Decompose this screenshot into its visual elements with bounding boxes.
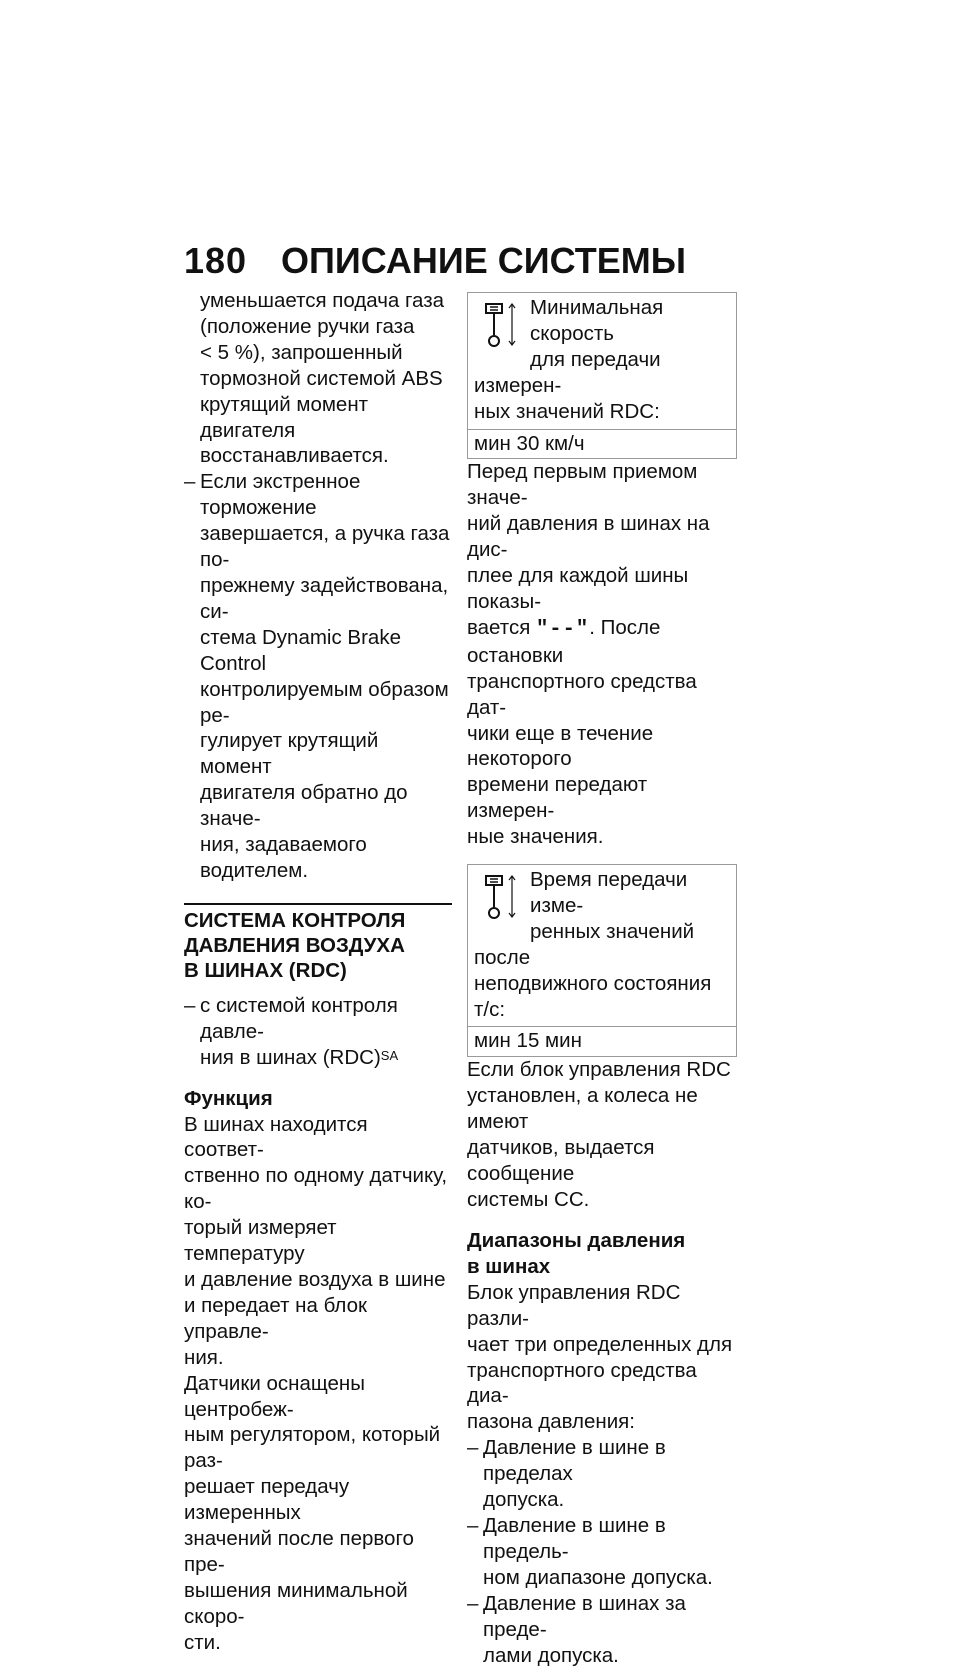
no-sensor-paragraph	[467, 1057, 737, 1212]
text-line: и передает на блок управле-	[184, 1293, 452, 1345]
tire-gauge-icon	[482, 301, 522, 349]
text-line: стема Dynamic Brake Control	[200, 625, 452, 677]
ranges-intro	[467, 1280, 737, 1435]
sensor-paragraph	[184, 1371, 452, 1656]
text-line: чает три определенных для	[467, 1332, 737, 1358]
text-line: крутящий момент двигателя	[200, 392, 452, 444]
text-line: значений после первого пре-	[184, 1526, 452, 1578]
text-line: Давление в шине в пределах	[483, 1435, 737, 1487]
bullet-dash: –	[467, 1591, 478, 1617]
text-line: Перед первым приемом значе-	[467, 459, 737, 511]
range-item	[467, 1591, 737, 1668]
display-readout: "--"	[536, 618, 589, 641]
text-line: тормозной системой ABS	[200, 366, 452, 392]
tire-gauge-icon	[482, 873, 522, 921]
option-item	[184, 993, 452, 1071]
text-line: установлен, а колеса не имеют	[467, 1083, 737, 1135]
text-line: гулирует крутящий момент	[200, 728, 452, 780]
text-line: Давление в шинах за преде-	[483, 1591, 737, 1643]
bullet-dash: –	[184, 993, 195, 1019]
spec-box-transmit-time	[467, 864, 737, 1057]
section-title	[184, 908, 452, 983]
text-line: ном диапазоне допуска.	[483, 1565, 737, 1591]
function-title: Функция	[184, 1086, 452, 1112]
text-segment: вается	[467, 616, 536, 639]
text-line: Время передачи изме-	[474, 867, 730, 919]
spec-box-value: мин 30 км/ч	[468, 429, 736, 459]
section-header: ОПИСАНИЕ СИСТЕМЫ	[281, 240, 686, 282]
text-line: ния.	[184, 1345, 452, 1371]
text-line: уменьшается подача газа	[200, 288, 452, 314]
text-line: пазона давления:	[467, 1409, 737, 1435]
text-line: транспортного средства диа-	[467, 1358, 737, 1410]
title-line: ДАВЛЕНИЯ ВОЗДУХА	[184, 933, 452, 958]
text-line: завершается, а ручка газа по-	[200, 521, 452, 573]
text-line: Датчики оснащены центробеж-	[184, 1371, 452, 1423]
text-line: ренных значений после	[474, 919, 730, 971]
text-line: (положение ручки газа	[200, 314, 452, 340]
text-line: Если блок управления RDC	[467, 1057, 737, 1083]
spec-box-value: мин 15 мин	[468, 1026, 736, 1056]
text-line: для передачи измерен-	[474, 347, 730, 399]
spec-box-min-speed	[467, 292, 737, 459]
text-line: < 5 %), запрошенный	[200, 340, 452, 366]
text-line: ний давления в шинах на дис-	[467, 511, 737, 563]
option-superscript: SA	[381, 1048, 398, 1063]
text-line: ные значения.	[467, 824, 737, 850]
text-line: ным регулятором, который раз-	[184, 1422, 452, 1474]
text-line: плее для каждой шины показы-	[467, 563, 737, 615]
text-line: и давление воздуха в шине	[184, 1267, 452, 1293]
title-line: в шинах	[467, 1254, 737, 1280]
text-line: неподвижного состояния т/с:	[474, 971, 730, 1023]
text-line: восстанавливается.	[200, 443, 452, 469]
title-line: Диапазоны давления	[467, 1228, 737, 1254]
function-paragraph	[184, 1112, 452, 1371]
range-item	[467, 1435, 737, 1513]
text-line: Блок управления RDC разли-	[467, 1280, 737, 1332]
text-line: Минимальная скорость	[474, 295, 730, 347]
text-line: ния, задаваемого водителем.	[200, 832, 452, 884]
text-line: с системой контроля давле-	[200, 993, 452, 1045]
text-line: времени передают измерен-	[467, 772, 737, 824]
text-line: Давление в шине в предель-	[483, 1513, 737, 1565]
text-line: В шинах находится соответ-	[184, 1112, 452, 1164]
spec-box-text	[468, 293, 736, 429]
text-line: транспортного средства дат-	[467, 669, 737, 721]
display-paragraph	[467, 459, 737, 850]
section-divider	[184, 903, 452, 905]
option-text: ния в шинах (RDC)	[200, 1046, 381, 1069]
page-number: 180	[184, 240, 247, 282]
range-item	[467, 1513, 737, 1591]
text-line: контролируемым образом ре-	[200, 677, 452, 729]
left-column	[184, 288, 452, 1656]
text-line: Если экстренное торможение	[200, 469, 452, 521]
bullet-dash: –	[467, 1513, 478, 1539]
text-line	[467, 615, 737, 669]
text-line	[200, 1045, 452, 1071]
text-segment: . После остановки	[467, 616, 660, 667]
bullet-dash: –	[184, 469, 195, 495]
bullet-dash: –	[467, 1435, 478, 1461]
text-line: системы CC.	[467, 1187, 737, 1213]
title-line: В ШИНАХ (RDC)	[184, 958, 452, 983]
text-line: прежнему задействована, си-	[200, 573, 452, 625]
spec-box-text	[468, 865, 736, 1026]
intro-paragraph	[184, 288, 452, 469]
text-line: решает передачу измеренных	[184, 1474, 452, 1526]
text-line: двигателя обратно до значе-	[200, 780, 452, 832]
text-line: торый измеряет температуру	[184, 1215, 452, 1267]
bullet-item	[184, 469, 452, 884]
text-line: вышения минимальной скоро-	[184, 1578, 452, 1630]
title-line: СИСТЕМА КОНТРОЛЯ	[184, 908, 452, 933]
text-line: допуска.	[483, 1487, 737, 1513]
text-line: сти.	[184, 1630, 452, 1656]
text-line: датчиков, выдается сообщение	[467, 1135, 737, 1187]
right-column	[467, 292, 737, 1668]
text-line: лами допуска.	[483, 1643, 737, 1668]
ranges-title	[467, 1228, 737, 1280]
text-line: ных значений RDC:	[474, 399, 730, 425]
text-line: ственно по одному датчику, ко-	[184, 1163, 452, 1215]
text-line: чики еще в течение некоторого	[467, 721, 737, 773]
